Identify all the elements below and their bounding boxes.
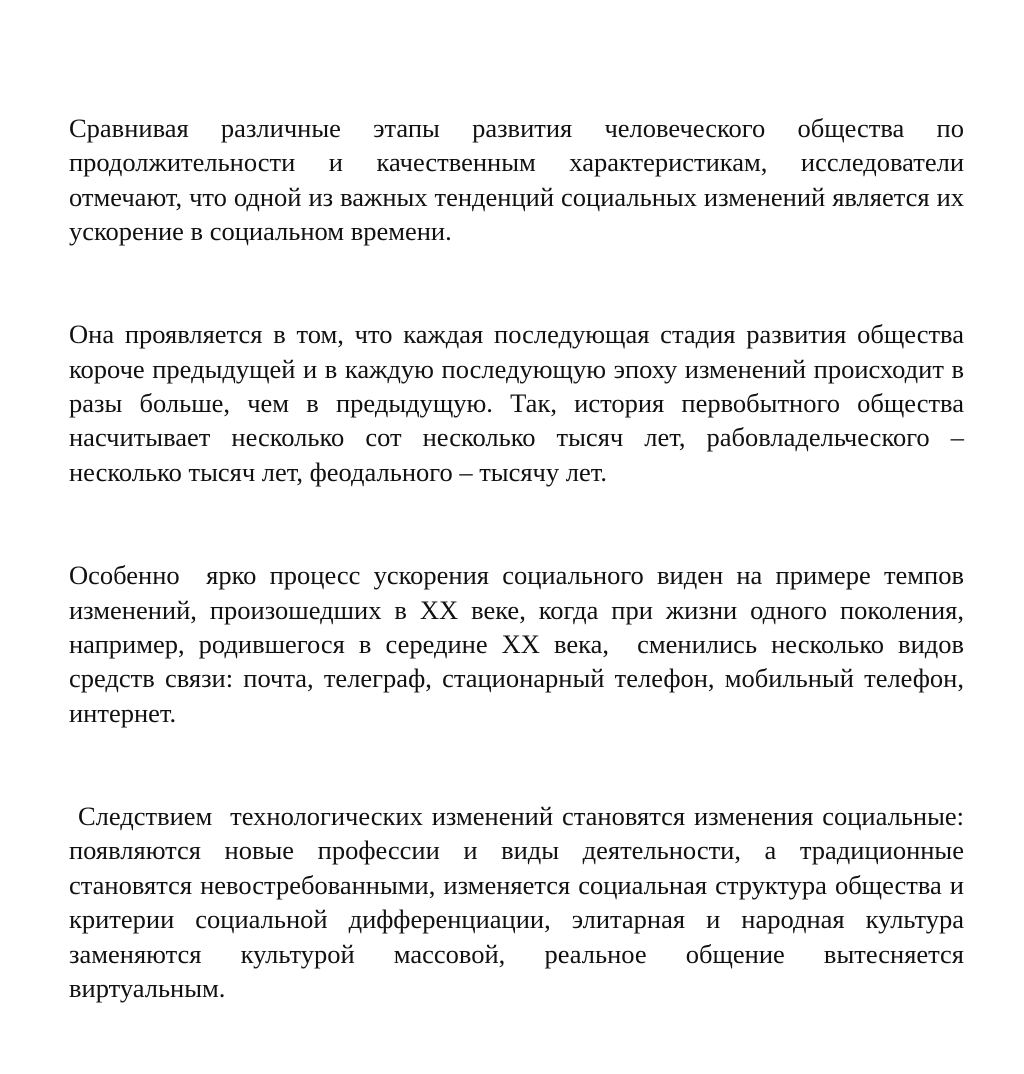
paragraph-3: Особенно ярко процесс ускорения социального виден на примере темпов изменений, произошедших в XX веке, когда при жизни одного поколения, например, родившегося в середине XX века, сменились несколько видов средств связи: почта, телеграф, стационарный телефон, мобильный телефон, интернет.: [69, 560, 971, 728]
paragraph-1: Сравнивая различные этапы развития человеческого общества по продолжительности и качественным характеристикам, исследователи отмечают, что одной из важных тенденций социальных изменений является их ускорение в социальном времени.: [69, 112, 971, 247]
paragraph-4: Следствием технологических изменений становятся изменения социальные: появляются новые профессии и виды деятельности, а традиционные становятся невостребованными, изменяется социальная структура общества и критерии социальной дифференциации, элитарная и народная культура заменяются культурой массовой, реальное общение вытесняется виртуальным.: [69, 800, 971, 1003]
paragraph-2: Она проявляется в том, что каждая последующая стадия развития общества короче предыдущей и в каждую последующую эпоху изменений происходит в разы больше, чем в предыдущую. Так, история первобытного общества насчитывает несколько сот несколько тысяч лет, рабовладельческого – несколько тысяч лет, феодального – тысячу лет.: [69, 319, 971, 487]
text-body: [69, 42, 971, 1074]
